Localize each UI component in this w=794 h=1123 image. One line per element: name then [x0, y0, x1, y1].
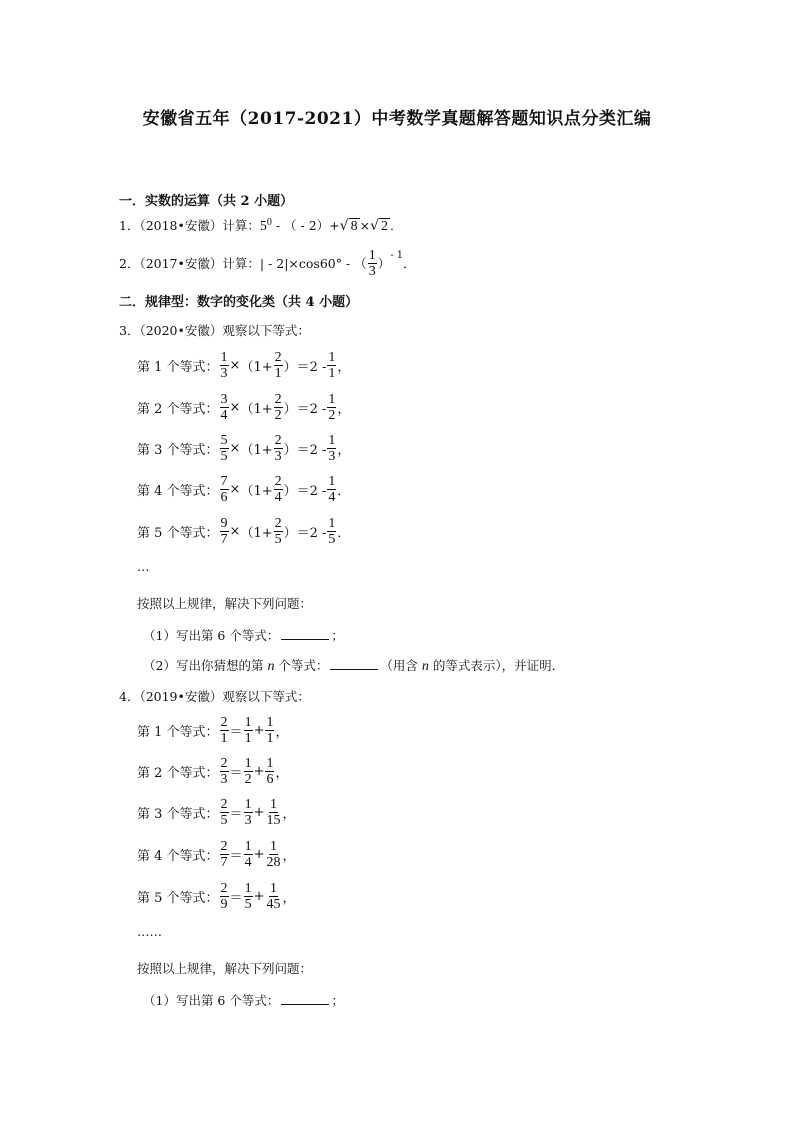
fraction-denominator: 3	[328, 448, 336, 464]
equation-label: 第 4 个等式：	[137, 848, 219, 864]
fraction-denominator: 5	[274, 531, 282, 547]
fraction-denominator: 4	[328, 489, 336, 505]
q1-radicand-2: 2	[381, 219, 388, 234]
q4-part-1-end: ；	[331, 993, 344, 1008]
q3-part-1	[143, 626, 344, 644]
fraction-numerator: 1	[328, 391, 336, 407]
fraction-numerator: 3	[220, 391, 228, 407]
fraction-denominator: 3	[220, 771, 228, 787]
equation-label: 第 5 个等式：	[137, 890, 219, 906]
fraction-a	[220, 715, 229, 746]
q4-equation	[137, 837, 295, 871]
op-plus: +	[253, 804, 265, 820]
op-equals: ＝	[229, 890, 243, 906]
fraction-a	[220, 474, 229, 505]
fraction-denominator: 28	[266, 854, 281, 870]
q1-radicand-1: 8	[350, 219, 358, 234]
fraction-denominator: 5	[220, 812, 228, 828]
op-times: ×	[229, 440, 241, 456]
q4-equation	[137, 713, 288, 747]
fraction-numerator: 1	[368, 247, 376, 263]
q2-exponent: - 1	[390, 250, 404, 261]
q1-exponent: 0	[266, 216, 272, 228]
fraction-numerator: 5	[220, 432, 228, 448]
op-equals: ＝	[229, 806, 243, 822]
fraction-numerator: 1	[269, 838, 277, 854]
equation-end: ，	[337, 401, 351, 417]
question-1	[119, 216, 403, 235]
fraction-denominator: 1	[266, 730, 274, 746]
q1-times: ×	[359, 218, 371, 233]
q3-part-2-text-b: 个等式：	[274, 658, 329, 673]
fraction-numerator: 2	[274, 349, 282, 365]
fraction-denominator: 4	[274, 489, 282, 505]
fraction-c	[265, 881, 281, 912]
fraction-numerator: 2	[220, 714, 228, 730]
q4-equation	[137, 754, 288, 788]
op-close: ）＝2 -	[283, 483, 327, 499]
fraction-denominator: 1	[274, 365, 282, 381]
section-heading-1: 一．实数的运算（共 2 小题）	[119, 194, 294, 209]
equation-label: 第 1 个等式：	[137, 724, 219, 740]
fraction-c	[265, 839, 281, 870]
op-plus: +	[253, 763, 265, 779]
q2-fraction	[368, 248, 377, 279]
q4-ellipsis: ……	[137, 924, 162, 939]
fraction-numerator: 1	[220, 349, 228, 365]
fraction-numerator: 2	[220, 755, 228, 771]
sqrt-icon: √	[339, 218, 349, 234]
fraction-denominator: 3	[368, 263, 376, 279]
fraction-denominator: 15	[266, 812, 281, 828]
op-close: ）＝2 -	[283, 525, 327, 541]
fraction-numerator: 2	[220, 880, 228, 896]
op-open: （1+	[240, 483, 273, 499]
op-equals: ＝	[229, 848, 243, 864]
fraction-b	[274, 516, 283, 547]
op-open: （1+	[240, 442, 273, 458]
fraction-denominator: 9	[220, 896, 228, 912]
fraction-denominator: 4	[244, 854, 252, 870]
question-4-intro: 4．（2019•安徽）观察以下等式：	[119, 689, 310, 704]
equation-end: ，	[337, 442, 351, 458]
op-close: ）＝2 -	[283, 442, 327, 458]
fraction-numerator: 2	[274, 515, 282, 531]
fraction-numerator: 9	[220, 515, 228, 531]
fraction-b	[274, 392, 283, 423]
fraction-c	[327, 392, 336, 423]
equation-end: ．	[337, 525, 351, 541]
answer-blank[interactable]	[281, 992, 329, 1005]
op-open: （1+	[240, 525, 273, 541]
fraction-numerator: 1	[328, 349, 336, 365]
op-times: ×	[229, 523, 241, 539]
fraction-c	[327, 350, 336, 381]
op-times: ×	[229, 399, 241, 415]
q3-equation	[137, 348, 350, 382]
fraction-denominator: 1	[328, 365, 336, 381]
equation-label: 第 2 个等式：	[137, 401, 219, 417]
fraction-denominator: 2	[274, 407, 282, 423]
op-plus: +	[253, 846, 265, 862]
fraction-c	[265, 715, 274, 746]
fraction-denominator: 7	[220, 854, 228, 870]
equation-label: 第 2 个等式：	[137, 765, 219, 781]
fraction-denominator: 5	[328, 531, 336, 547]
fraction-a	[220, 797, 229, 828]
fraction-denominator: 7	[220, 531, 228, 547]
op-plus: +	[253, 722, 265, 738]
fraction-numerator: 2	[274, 473, 282, 489]
op-open: （1+	[240, 401, 273, 417]
fraction-a	[220, 881, 229, 912]
fraction-denominator: 4	[220, 407, 228, 423]
op-times: ×	[229, 357, 241, 373]
op-equals: ＝	[229, 765, 243, 781]
fraction-a	[220, 350, 229, 381]
equation-label: 第 3 个等式：	[137, 806, 219, 822]
q3-equation	[137, 390, 350, 424]
fraction-numerator: 1	[328, 473, 336, 489]
q2-prefix: 2．（2017•安徽）计算：| - 2|×cos60° - （	[119, 256, 367, 271]
fraction-c	[265, 797, 281, 828]
fraction-denominator: 6	[266, 771, 274, 787]
fraction-b	[244, 756, 253, 787]
op-times: ×	[229, 481, 241, 497]
equation-end: ，	[275, 724, 289, 740]
fraction-numerator: 1	[244, 714, 252, 730]
fraction-b	[244, 715, 253, 746]
q3-equation	[137, 514, 350, 548]
fraction-b	[244, 839, 253, 870]
q4-equation	[137, 879, 295, 913]
q3-part-2-text-d: 的等式表示），并证明．	[428, 658, 565, 673]
fraction-numerator: 1	[266, 714, 274, 730]
op-open: （1+	[240, 359, 273, 375]
equation-end: ，	[282, 890, 296, 906]
fraction-denominator: 3	[244, 812, 252, 828]
q3-ellipsis: …	[137, 559, 150, 574]
fraction-denominator: 3	[274, 448, 282, 464]
fraction-c	[327, 516, 336, 547]
q4-equation	[137, 795, 295, 829]
variable-n: n	[267, 659, 275, 674]
q3-equation	[137, 431, 350, 465]
q1-base: 5	[259, 219, 267, 234]
fraction-denominator: 5	[220, 448, 228, 464]
fraction-numerator: 1	[328, 515, 336, 531]
q1-end: ．	[390, 218, 403, 233]
fraction-a	[220, 839, 229, 870]
fraction-numerator: 1	[244, 796, 252, 812]
op-close: ）＝2 -	[283, 359, 327, 375]
fraction-a	[220, 392, 229, 423]
fraction-denominator: 2	[328, 407, 336, 423]
equation-label: 第 5 个等式：	[137, 525, 219, 541]
fraction-b	[274, 474, 283, 505]
section-heading-2: 二．规律型：数字的变化类（共 4 小题）	[119, 295, 359, 310]
op-equals: ＝	[229, 724, 243, 740]
equation-end: ．	[337, 483, 351, 499]
fraction-numerator: 1	[244, 755, 252, 771]
fraction-numerator: 1	[244, 838, 252, 854]
q1-prefix: 1．（2018•安徽）计算：	[119, 218, 260, 233]
fraction-a	[220, 433, 229, 464]
fraction-numerator: 7	[220, 473, 228, 489]
equation-end: ，	[282, 806, 296, 822]
fraction-b	[274, 350, 283, 381]
fraction-c	[327, 474, 336, 505]
fraction-numerator: 1	[269, 880, 277, 896]
sqrt-icon: √	[370, 218, 379, 234]
fraction-a	[220, 756, 229, 787]
fraction-denominator: 6	[220, 489, 228, 505]
q2-end: ．	[403, 256, 416, 271]
fraction-numerator: 2	[220, 796, 228, 812]
fraction-numerator: 2	[220, 838, 228, 854]
equation-label: 第 4 个等式：	[137, 483, 219, 499]
fraction-denominator: 1	[244, 730, 252, 746]
q3-equation	[137, 472, 350, 506]
question-2	[119, 246, 416, 280]
op-plus: +	[253, 888, 265, 904]
q4-part-1-text: （1）写出第 6 个等式：	[143, 993, 280, 1008]
fraction-numerator: 1	[244, 880, 252, 896]
q2-close: ）	[377, 256, 391, 271]
variable-n: n	[421, 659, 429, 674]
equation-end: ，	[337, 359, 351, 375]
question-3-intro: 3．（2020•安徽）观察以下等式：	[119, 323, 310, 338]
equation-label: 第 3 个等式：	[137, 442, 219, 458]
fraction-numerator: 2	[274, 391, 282, 407]
fraction-denominator: 5	[244, 896, 252, 912]
answer-blank[interactable]	[281, 627, 329, 640]
q3-part-1-text: （1）写出第 6 个等式：	[143, 628, 280, 643]
fraction-numerator: 1	[269, 796, 277, 812]
fraction-numerator: 1	[328, 432, 336, 448]
q3-part-2-text: （2）写出你猜想的第	[143, 658, 268, 673]
equation-label: 第 1 个等式：	[137, 359, 219, 375]
answer-blank[interactable]	[330, 657, 378, 670]
q1-mid: - （ - 2）+	[271, 218, 340, 233]
fraction-denominator: 1	[220, 730, 228, 746]
fraction-b	[274, 433, 283, 464]
fraction-numerator: 1	[266, 755, 274, 771]
page-title: 安徽省五年（2017-2021）中考数学真题解答题知识点分类汇编	[142, 109, 652, 129]
q3-instruction: 按照以上规律，解决下列问题：	[137, 596, 313, 611]
fraction-c	[327, 433, 336, 464]
fraction-denominator: 2	[244, 771, 252, 787]
fraction-b	[244, 881, 253, 912]
q3-part-2-text-c: （用含	[380, 658, 422, 673]
q4-instruction: 按照以上规律，解决下列问题：	[137, 961, 313, 976]
op-close: ）＝2 -	[283, 401, 327, 417]
fraction-numerator: 2	[274, 432, 282, 448]
fraction-b	[244, 797, 253, 828]
fraction-c	[265, 756, 274, 787]
equation-end: ，	[282, 848, 296, 864]
fraction-denominator: 3	[220, 365, 228, 381]
fraction-a	[220, 516, 229, 547]
q3-part-1-end: ；	[331, 628, 344, 643]
fraction-denominator: 45	[266, 896, 281, 912]
equation-end: ，	[275, 765, 289, 781]
q3-part-2	[143, 656, 564, 675]
q4-part-1	[143, 991, 344, 1009]
